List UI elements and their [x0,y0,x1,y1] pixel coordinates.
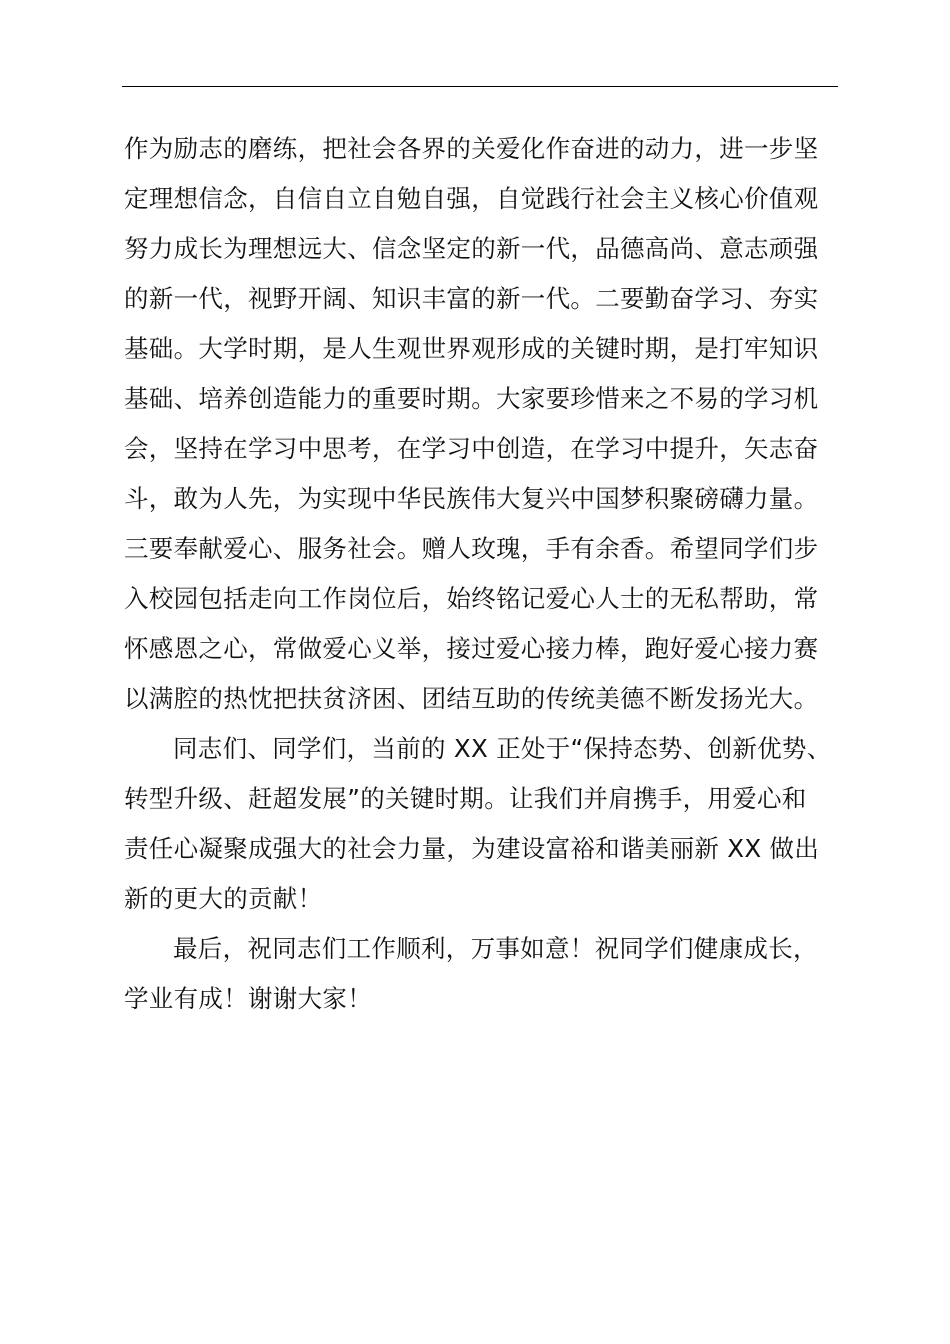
header-rule [122,86,838,87]
text-line: 怀感恩之心，常做爱心义举，接过爱心接力棒，跑好爱心接力赛 [124,634,819,663]
text-line: 新的更大的贡献！ [124,884,323,913]
paragraph-first-line: 同志们、同学们，当前的 XX 正处于“保持态势、创新优势、 [173,734,832,763]
text-line: 努力成长为理想远大、信念坚定的新一代，品德高尚、意志顽强 [124,234,819,263]
text-line: 基础、培养创造能力的重要时期。大家要珍惜来之不易的学习机 [124,384,819,413]
text-line: 学业有成！谢谢大家！ [124,984,372,1013]
text-line: 会，坚持在学习中思考，在学习中创造，在学习中提升，矢志奋 [124,434,819,463]
text-line: 定理想信念，自信自立自勉自强，自觉践行社会主义核心价值观 [124,184,819,213]
text-line: 转型升级、赶超发展”的关键时期。让我们并肩携手，用爱心和 [124,784,807,813]
text-line: 三要奉献爱心、服务社会。赠人玫瑰，手有余香。希望同学们步 [124,534,819,563]
text-line: 的新一代，视野开阔、知识丰富的新一代。二要勤奋学习、夯实 [124,284,819,313]
text-line: 以满腔的热忱把扶贫济困、团结互助的传统美德不断发扬光大。 [124,684,819,713]
body-text [124,124,840,1024]
text-line: 入校园包括走向工作岗位后，始终铭记爱心人士的无私帮助，常 [124,584,819,613]
text-line: 作为励志的磨练，把社会各界的关爱化作奋进的动力，进一步坚 [124,134,819,163]
text-line: 责任心凝聚成强大的社会力量，为建设富裕和谐美丽新 XX 做出 [124,834,820,863]
paragraph-first-line: 最后，祝同志们工作顺利，万事如意！祝同学们健康成长， [173,934,818,963]
text-line: 基础。大学时期，是人生观世界观形成的关键时期，是打牢知识 [124,334,819,363]
text-line: 斗，敢为人先，为实现中华民族伟大复兴中国梦积聚磅礴力量。 [124,484,819,513]
